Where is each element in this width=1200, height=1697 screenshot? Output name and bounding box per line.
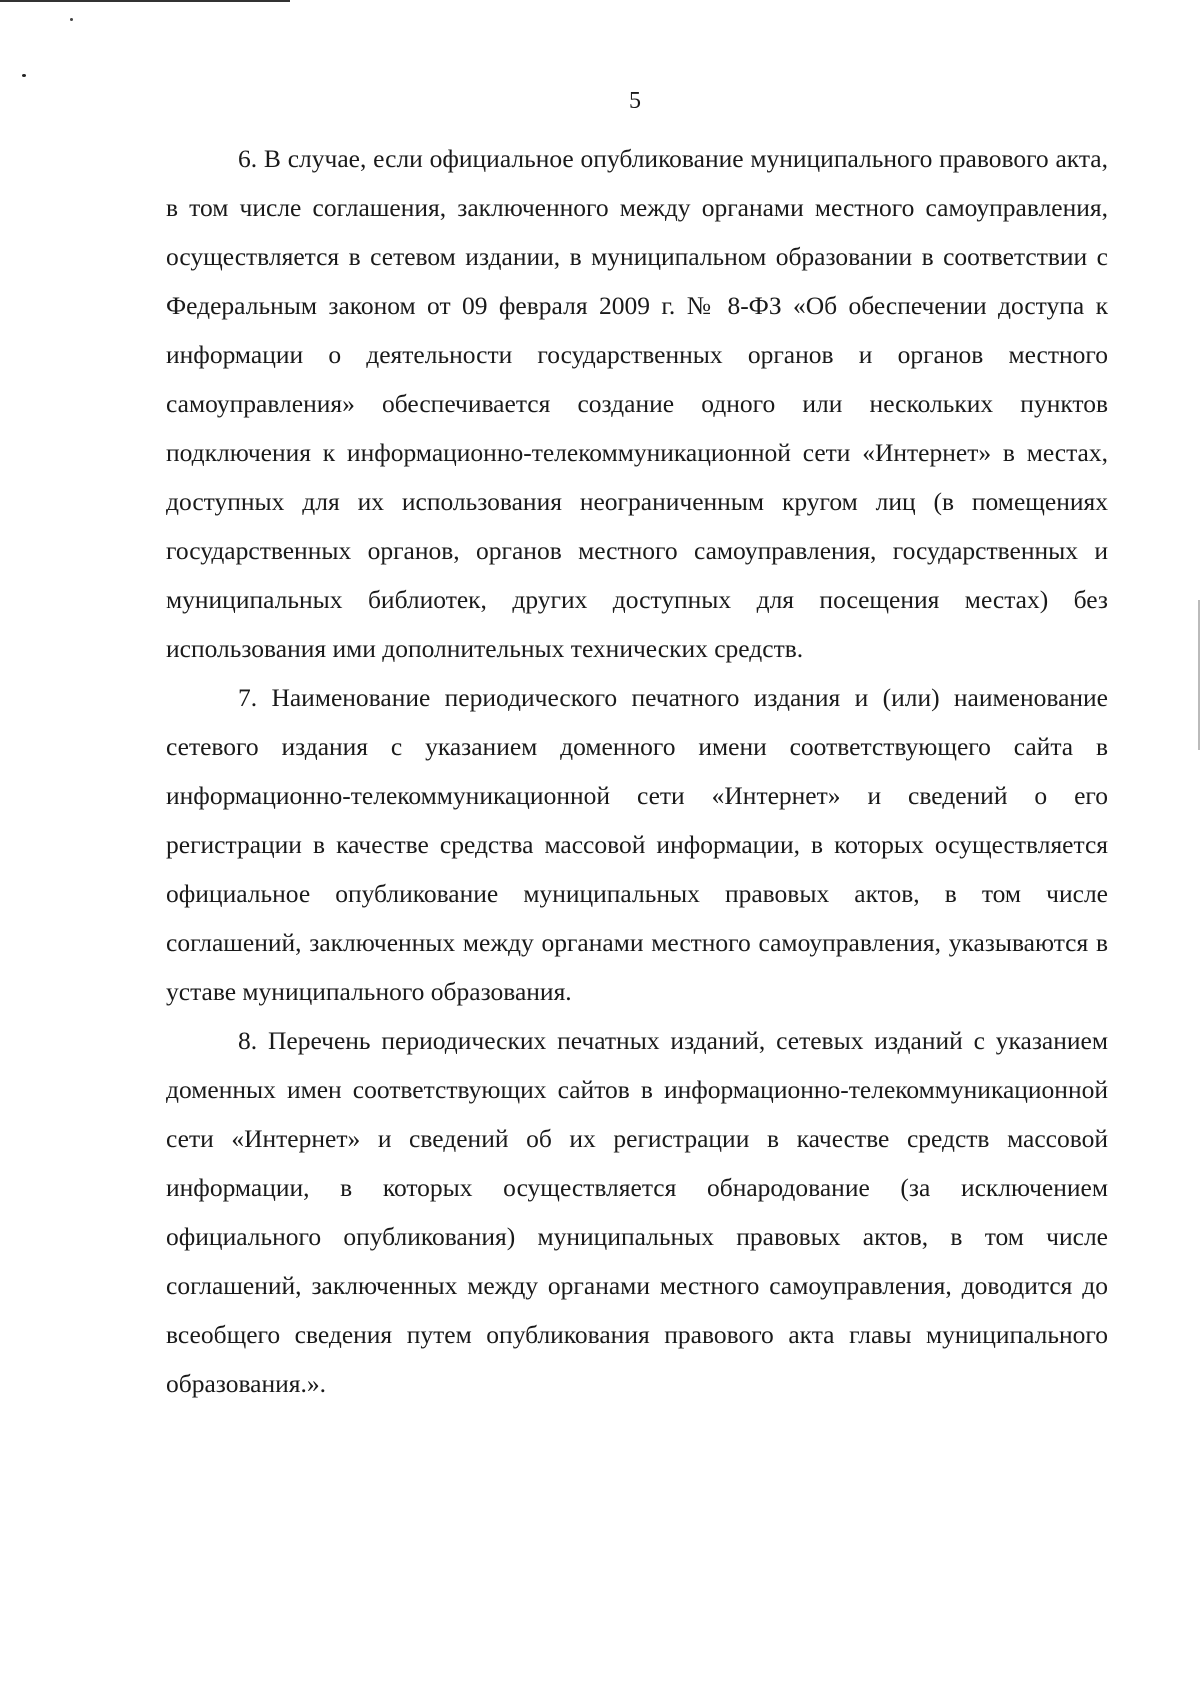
document-body	[166, 134, 1108, 1408]
scan-artifact-dot	[22, 74, 26, 77]
paragraph-8: 8. Перечень периодических печатных изданий, сетевых изданий с указанием доменных имен соответствующих сайтов в информационно-телекоммуникационной сети «Интернет» и сведений об их регистрации в качестве средств массовой информации, в которых осуществляется обнародование (за исключением официального опубликования) муниципальных правовых актов, в том числе соглашений, заключенных между органами местного самоуправления, доводится до всеобщего сведения путем опубликования правового акта главы муниципального образования.».	[166, 1026, 1108, 1398]
page-number: 5	[629, 88, 641, 114]
scan-artifact-dot	[70, 18, 73, 21]
paragraph-6: 6. В случае, если официальное опубликование муниципального правового акта, в том числе соглашения, заключенного между органами местного самоуправления, осуществляется в сетевом издании, в муниципальном образовании в соответствии с Федеральным законом от 09 февраля 2009 г. № 8-ФЗ «Об обеспечении доступа к информации о деятельности государственных органов и органов местного самоуправления» обеспечивается создание одного или нескольких пунктов подключения к информационно-телекоммуникационной сети «Интернет» в местах, доступных для их использования неограниченным кругом лиц (в помещениях государственных органов, органов местного самоуправления, государственных и муниципальных библиотек, других доступных для посещения местах) без использования ими дополнительных технических средств.	[166, 144, 1108, 663]
scan-edge-top	[0, 0, 290, 2]
paragraph-7: 7. Наименование периодического печатного издания и (или) наименование сетевого издания с указанием доменного имени соответствующего сайта в информационно-телекоммуникационной сети «Интернет» и сведений о его регистрации в качестве средства массовой информации, в которых осуществляется официальное опубликование муниципальных правовых актов, в том числе соглашений, заключенных между органами местного самоуправления, указываются в уставе муниципального образования.	[166, 683, 1108, 1006]
